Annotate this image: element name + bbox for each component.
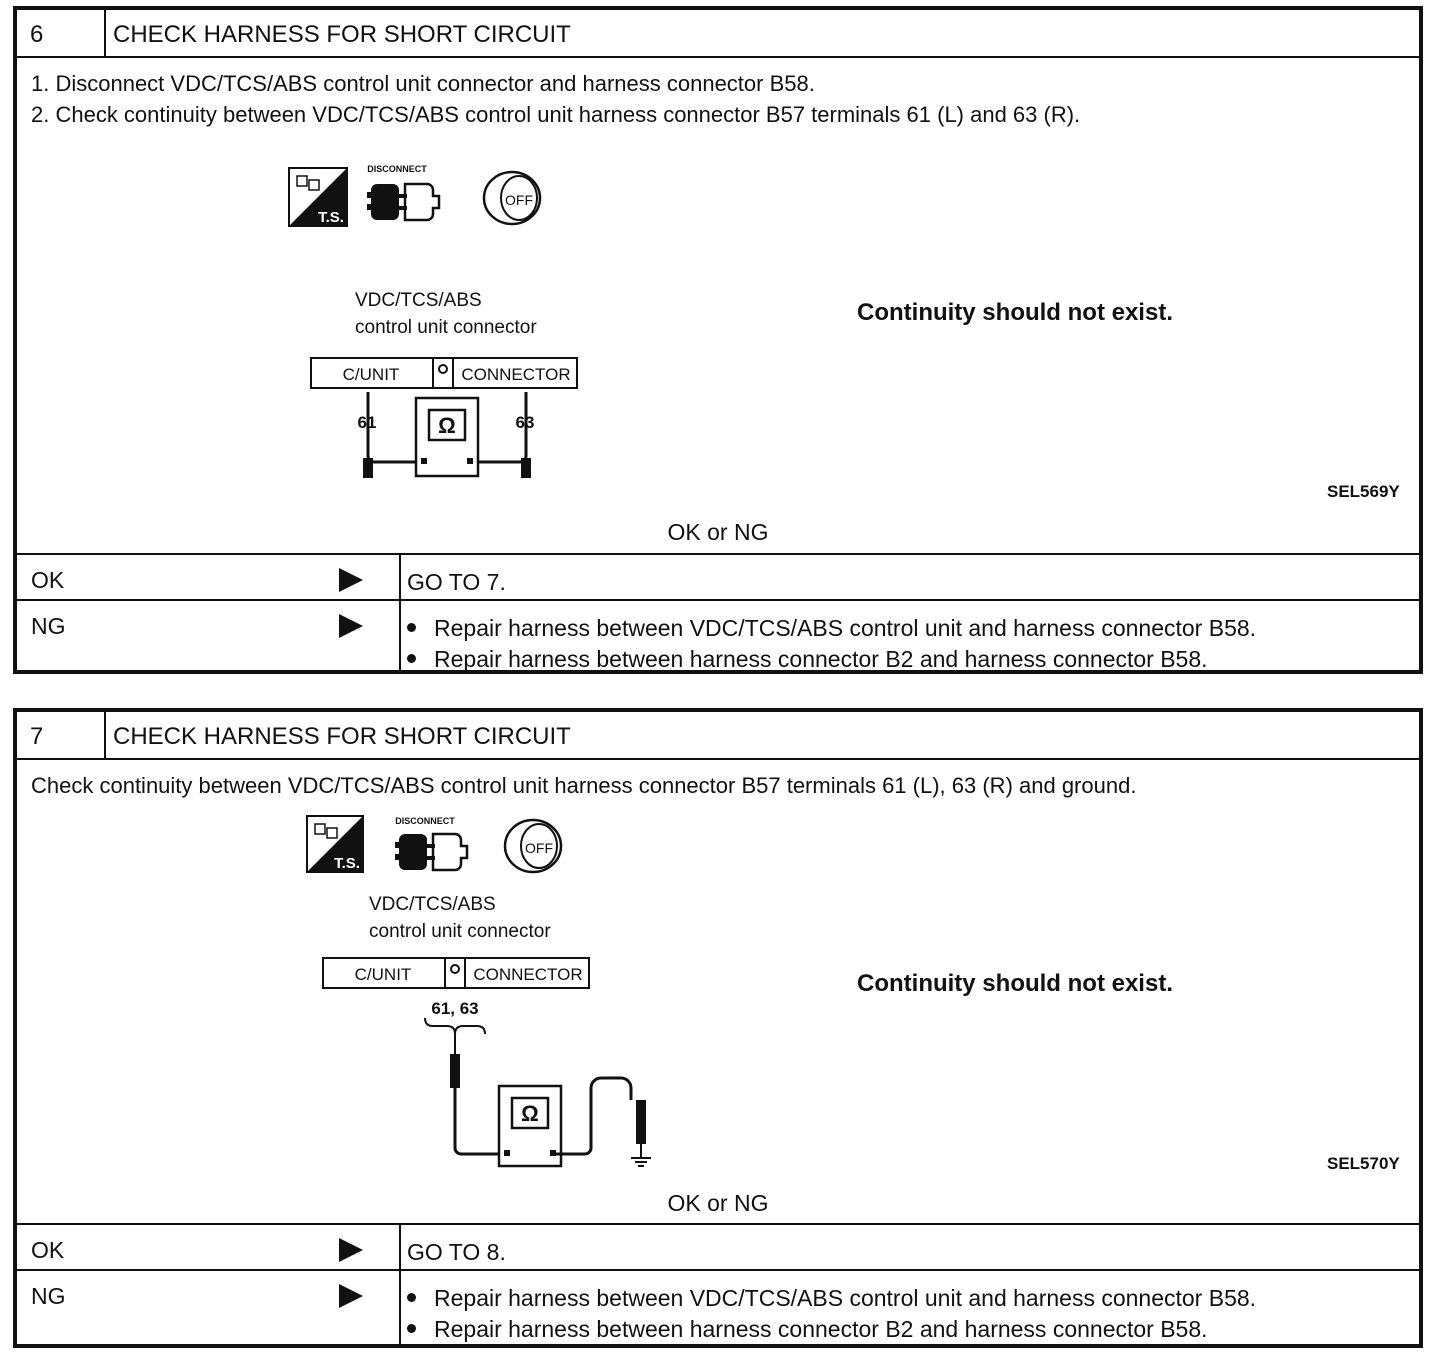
step-body — [17, 58, 1419, 553]
terminal-brace — [425, 1018, 485, 1034]
ok-label: OK — [31, 567, 65, 593]
disconnect-label: DISCONNECT — [395, 816, 455, 826]
list-item — [407, 644, 1256, 675]
ignition-off-icon — [484, 172, 540, 224]
ok-action — [407, 1237, 506, 1268]
divider — [399, 601, 401, 670]
step-header — [17, 712, 1419, 760]
step-7-block — [13, 708, 1423, 1348]
divider — [399, 1225, 401, 1269]
ok-action-text: GO TO 7. — [407, 569, 506, 595]
ng-action-text: Repair harness between VDC/TCS/ABS control unit and harness connector B58. — [434, 1285, 1257, 1311]
bullet-icon — [407, 1293, 416, 1302]
step-title: CHECK HARNESS FOR SHORT CIRCUIT — [113, 21, 571, 48]
divider — [399, 555, 401, 599]
divider — [104, 10, 106, 56]
divider — [399, 1271, 401, 1344]
connector-label: CONNECTOR — [461, 365, 571, 384]
terminal-63-label: 63 — [515, 413, 535, 432]
step-number: 7 — [30, 723, 44, 750]
ohm-symbol: Ω — [521, 1101, 539, 1126]
probe-left — [450, 1054, 460, 1088]
bullet-icon — [407, 623, 416, 632]
ng-actions — [407, 1283, 1256, 1345]
arrow-right-icon — [339, 1284, 363, 1308]
step-6-block — [13, 6, 1423, 674]
ng-label: NG — [31, 613, 66, 639]
connector-subtitle: control unit connector — [369, 921, 551, 942]
connector-title: VDC/TCS/ABS — [355, 290, 482, 311]
ts-icon — [289, 168, 347, 226]
off-label: OFF — [525, 840, 553, 856]
figure-code: SEL570Y — [1327, 1154, 1400, 1173]
instruction: 1. Disconnect VDC/TCS/ABS control unit connector and harness connector B58. — [31, 71, 815, 96]
step-number: 6 — [30, 21, 44, 48]
connector-subtitle: control unit connector — [355, 317, 537, 338]
off-label: OFF — [505, 192, 533, 208]
ng-action-text: Repair harness between harness connector B2 and harness connector B58. — [434, 646, 1208, 672]
instruction-list — [31, 68, 1080, 130]
ng-action-text: Repair harness between VDC/TCS/ABS control unit and harness connector B58. — [434, 615, 1257, 641]
ng-label: NG — [31, 1283, 66, 1309]
ok-row — [17, 553, 1419, 599]
bullet-icon — [407, 654, 416, 663]
connector-label: CONNECTOR — [473, 965, 583, 984]
ohmmeter-diagram — [337, 388, 557, 498]
ts-icon — [307, 816, 363, 872]
connector-title: VDC/TCS/ABS — [369, 894, 496, 915]
instruction: Check continuity between VDC/TCS/ABS control unit harness connector B57 terminals 61 (L), 63 (R) and ground. — [31, 773, 1137, 798]
divider — [104, 712, 106, 758]
list-item — [407, 613, 1256, 644]
ground-icon — [631, 1158, 651, 1166]
ok-action — [407, 567, 506, 598]
bullet-icon — [407, 1324, 416, 1333]
cunit-label: C/UNIT — [342, 365, 400, 384]
disconnect-label: DISCONNECT — [367, 164, 427, 174]
step-title: CHECK HARNESS FOR SHORT CIRCUIT — [113, 723, 571, 750]
ts-label: T.S. — [318, 209, 344, 226]
instruction-list — [31, 770, 1136, 801]
ts-label: T.S. — [334, 855, 360, 872]
ignition-off-icon — [505, 820, 561, 872]
ok-label: OK — [31, 1237, 65, 1263]
instruction: 2. Check continuity between VDC/TCS/ABS control unit harness connector B57 terminals 61 (L) and 63 (R). — [31, 102, 1081, 127]
step-body — [17, 760, 1419, 1223]
ng-row — [17, 1269, 1419, 1344]
arrow-right-icon — [339, 568, 363, 592]
ok-row — [17, 1223, 1419, 1269]
ok-or-ng: OK or NG — [667, 1190, 769, 1216]
list-item — [407, 1283, 1256, 1314]
ohm-symbol: Ω — [438, 413, 456, 438]
ok-action-text: GO TO 8. — [407, 1239, 506, 1265]
disconnect-icon — [395, 816, 467, 870]
continuity-diagram — [301, 812, 681, 1172]
ng-row — [17, 599, 1419, 670]
arrow-right-icon — [339, 614, 363, 638]
ng-action-text: Repair harness between harness connector B2 and harness connector B58. — [434, 1316, 1208, 1342]
ok-or-ng: OK or NG — [667, 519, 769, 545]
terminal-61-label: 61 — [357, 413, 377, 432]
disconnect-icon — [367, 164, 439, 220]
probe-ground — [636, 1100, 646, 1144]
result-text: Continuity should not exist. — [857, 970, 1173, 997]
figure-code: SEL569Y — [1327, 482, 1400, 501]
result-text: Continuity should not exist. — [857, 299, 1173, 326]
step-header — [17, 10, 1419, 58]
terminals-label: 61, 63 — [431, 999, 479, 1018]
arrow-right-icon — [339, 1238, 363, 1262]
cunit-label: C/UNIT — [354, 965, 412, 984]
list-item — [407, 1314, 1256, 1345]
ng-actions — [407, 613, 1256, 675]
